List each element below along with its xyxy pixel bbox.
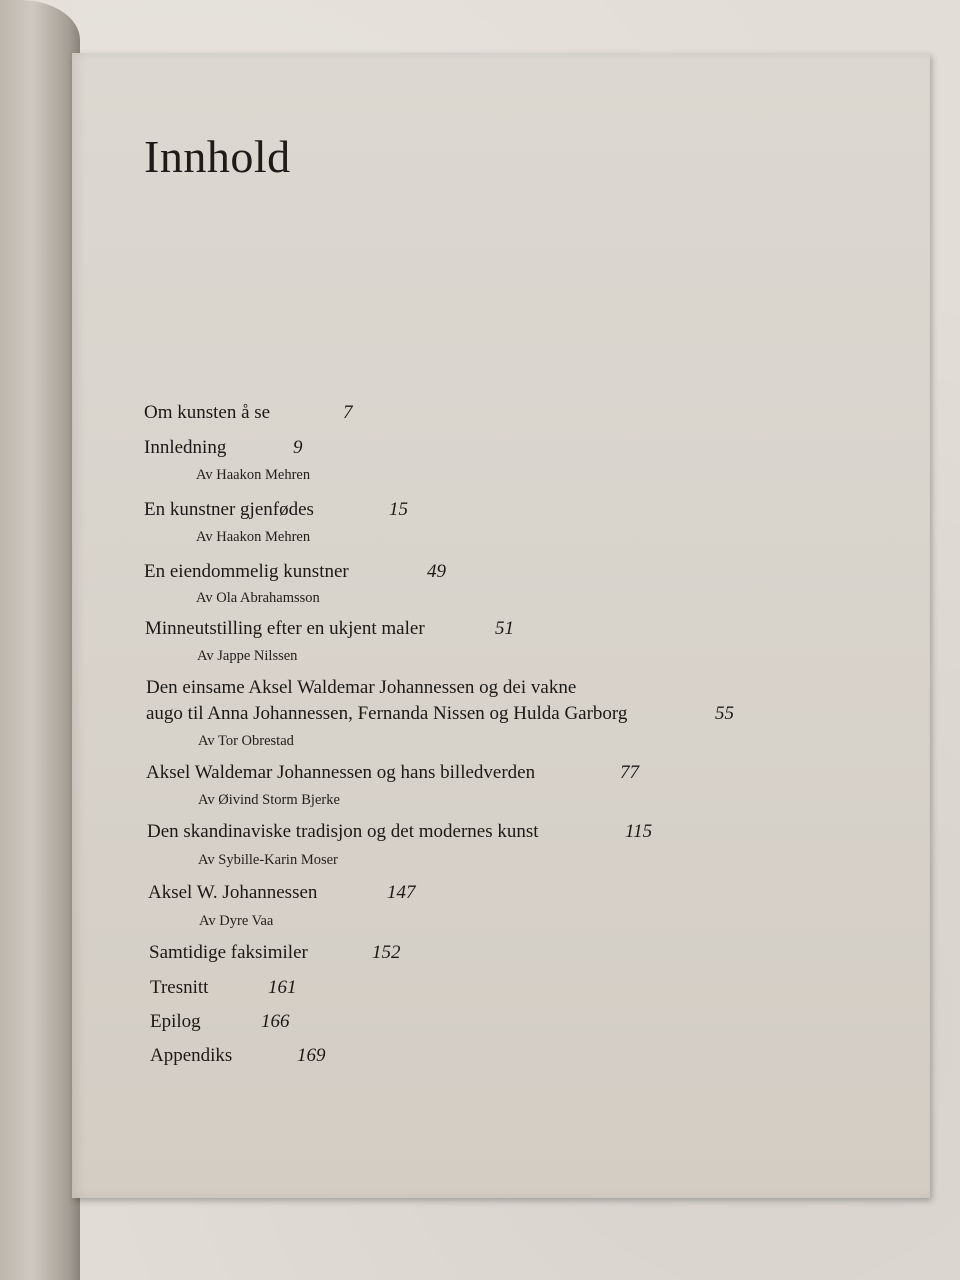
toc-entry-page: 115 xyxy=(625,821,653,842)
toc-entry-page: 9 xyxy=(293,437,303,458)
toc-entry-title: Om kunsten å se xyxy=(144,402,271,423)
toc-entry-title: En eiendommelig kunstner xyxy=(144,561,349,582)
toc-entry-page: 161 xyxy=(268,977,297,998)
toc-entry-page: 7 xyxy=(343,402,353,423)
toc-entry-page: 147 xyxy=(387,882,416,903)
toc-entry-page: 49 xyxy=(427,561,446,582)
toc-entry-author: Av Dyre Vaa xyxy=(199,913,274,929)
toc-entry-author: Av Sybille-Karin Moser xyxy=(198,852,338,868)
toc-entry-page: 169 xyxy=(297,1045,326,1066)
toc-entry-author: Av Tor Obrestad xyxy=(198,733,294,749)
toc-entry-page: 51 xyxy=(495,618,514,639)
toc-entry-title: Aksel W. Johannessen xyxy=(148,882,318,903)
toc-entry-title: Aksel Waldemar Johannessen og hans billedverden xyxy=(146,762,536,783)
toc-entry-title: Tresnitt xyxy=(150,977,209,998)
toc-entry-page: 166 xyxy=(261,1011,290,1032)
toc-entry-title: En kunstner gjenfødes xyxy=(144,499,314,520)
toc-entry-title: Appendiks xyxy=(150,1045,233,1066)
toc-entry-title: Samtidige faksimiler xyxy=(149,942,308,963)
toc-entry-author: Av Haakon Mehren xyxy=(196,467,311,483)
toc-entry-title: Epilog xyxy=(150,1011,201,1032)
toc-entry-author: Av Jappe Nilssen xyxy=(197,648,298,664)
toc-entry-title: Minneutstilling efter en ukjent maler xyxy=(145,618,425,639)
toc-entry-page: 55 xyxy=(715,703,734,724)
toc-entry-author: Av Ola Abrahamsson xyxy=(196,590,320,606)
toc-entry-page: 15 xyxy=(389,499,408,520)
toc-entry-page: 152 xyxy=(372,942,401,963)
page-title: Innhold xyxy=(144,131,291,182)
toc-entry-title: Den skandinaviske tradisjon og det modernes kunst xyxy=(147,821,539,842)
toc-entry-title: Innledning xyxy=(144,437,227,458)
toc-entry-author: Av Øivind Storm Bjerke xyxy=(198,792,340,808)
toc-entry-title-continued: augo til Anna Johannessen, Fernanda Nissen og Hulda Garborg xyxy=(146,703,628,724)
previous-page-edge xyxy=(0,0,80,1280)
toc-entry-title: Den einsame Aksel Waldemar Johannessen og dei vakne xyxy=(146,677,577,698)
toc-entry-page: 77 xyxy=(620,762,639,783)
toc-entry-author: Av Haakon Mehren xyxy=(196,529,311,545)
